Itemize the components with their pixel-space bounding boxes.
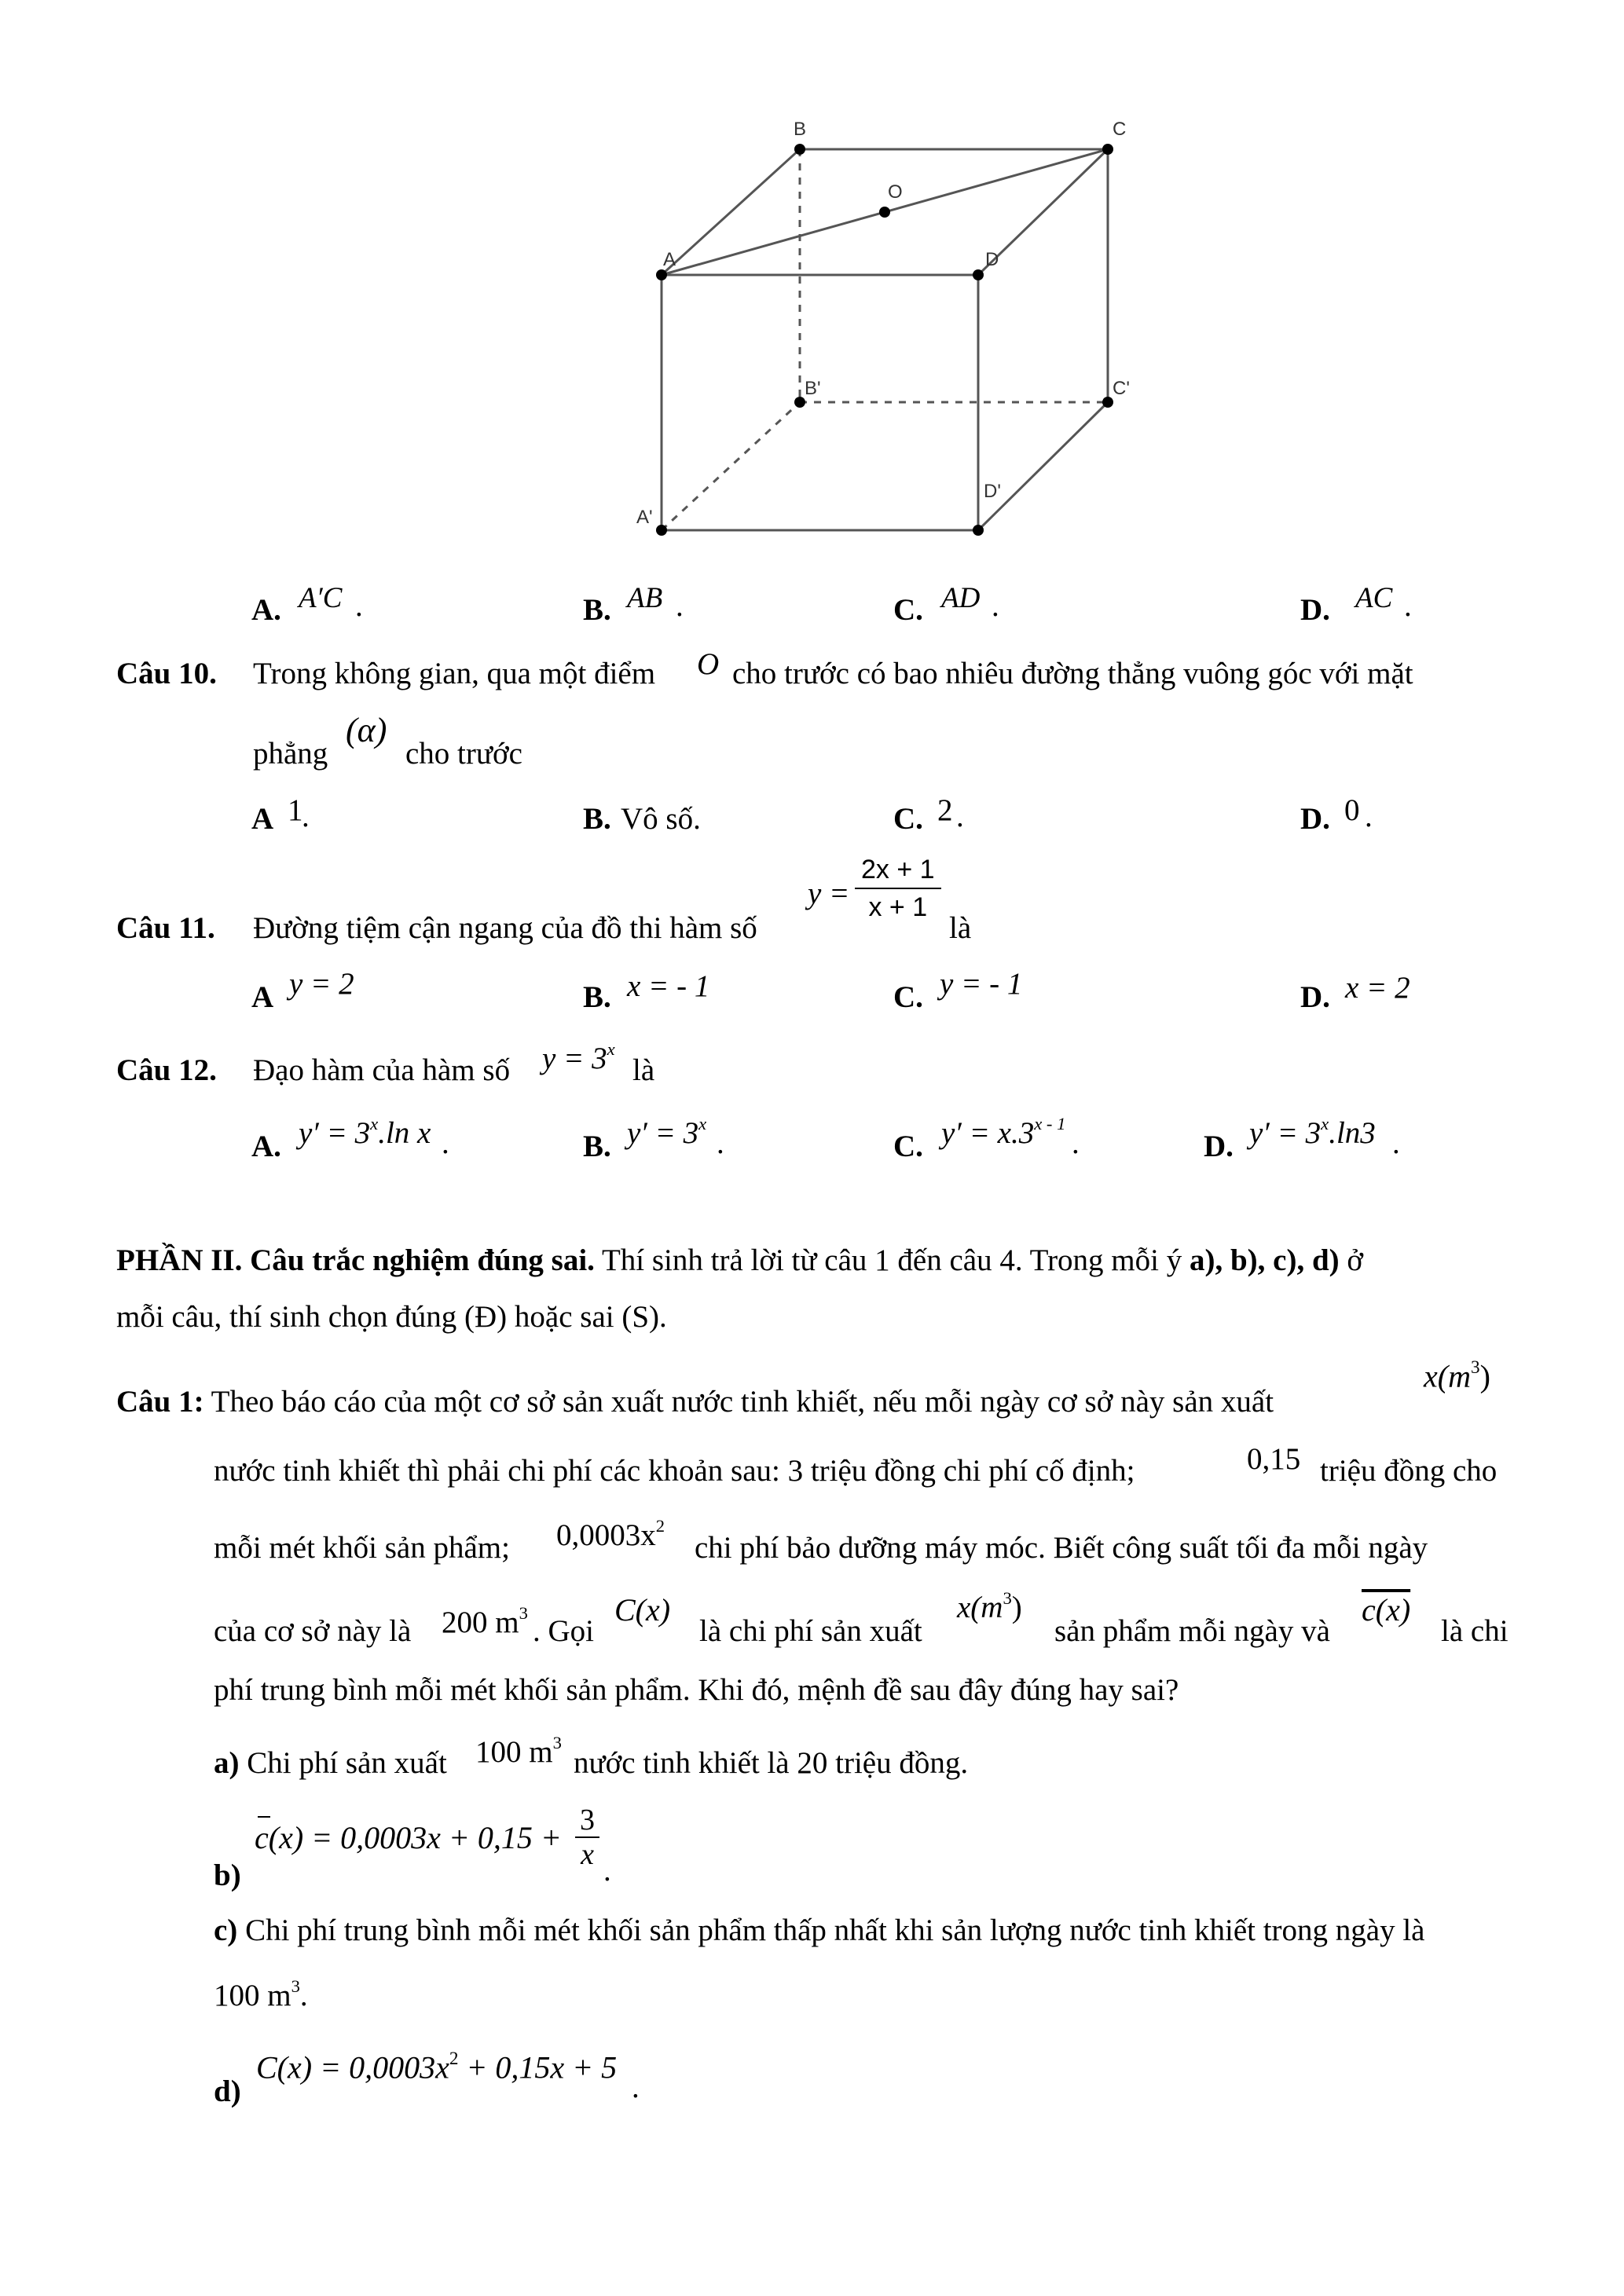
q11-d-key: D. <box>1300 980 1330 1014</box>
point-a <box>656 269 667 280</box>
point-c1 <box>1102 397 1113 408</box>
q12-text-1: Đạo hàm của hàm số <box>253 1053 511 1087</box>
q11-denominator: x + 1 <box>868 892 928 922</box>
label-c1: C' <box>1113 378 1130 399</box>
q10-text-4: cho trước <box>405 737 522 771</box>
q1-avg-cost: c(x) <box>1362 1592 1411 1628</box>
q12-function-exp: x <box>607 1039 615 1059</box>
q10-label: Câu 10. <box>116 657 217 690</box>
label-d: D <box>985 249 999 270</box>
q12-b-dot: . <box>717 1126 724 1160</box>
q1-option-b-key: b) <box>214 1858 241 1892</box>
q10-c-key: C. <box>893 802 923 836</box>
q1-value-015: 0,15 <box>1247 1442 1301 1476</box>
q12-a-value: $y' = 3^x.\ln$ x <box>299 1114 431 1150</box>
q9-a-value: A′C <box>299 582 343 614</box>
label-a: A <box>663 249 676 270</box>
q11-text-2: là <box>949 911 972 945</box>
part-2-line-2: mỗi câu, thí sinh chọn đúng (Đ) hoặc sai (S). <box>116 1300 667 1334</box>
q9-c-dot: . <box>992 589 999 623</box>
point-o <box>879 207 890 218</box>
q1-line-3b: chi phí bảo dưỡng máy móc. Biết công suất tối đa mỗi ngày <box>695 1531 1428 1565</box>
q1-line-2b: triệu đồng cho <box>1320 1454 1498 1488</box>
q10-a-dot: . <box>302 800 310 833</box>
q1-option-d-key: d) <box>214 2074 241 2108</box>
q9-b-key: B. <box>583 593 611 627</box>
q1-line-4d: sản phẩm mỗi ngày và <box>1054 1614 1330 1648</box>
q1-x-m3: $x(m^3)$ <box>1424 1357 1490 1394</box>
point-b1 <box>794 397 805 408</box>
q12-b-key: B. <box>583 1130 611 1163</box>
q1-line-3a: mỗi mét khối sản phẩm; <box>214 1531 510 1565</box>
q10-b-key: B. <box>583 802 611 836</box>
q11-b-key: B. <box>583 980 611 1014</box>
q1-line-4e: là chi <box>1441 1614 1509 1648</box>
q1-option-b-cbar <box>256 1814 272 1819</box>
q1-line-4a: của cơ sở này là <box>214 1614 412 1648</box>
q11-fraction <box>855 855 941 921</box>
q10-d-key: D. <box>1300 802 1330 836</box>
q11-text-1: Đường tiệm cận ngang của đồ thi hàm số <box>253 911 757 945</box>
q9-b-value: AB <box>627 582 663 614</box>
q9-d-value: AC <box>1355 582 1393 614</box>
q9-c-key: C. <box>893 593 923 627</box>
part-2-line-1: PHẦN II. Câu trắc nghiệm đúng sai. Thí sinh trả lời từ câu 1 đến câu 4. Trong mỗi ý a), b), c), d) ở <box>116 1243 1363 1277</box>
label-c: C <box>1113 119 1127 140</box>
q10-text-3: phẳng <box>253 737 328 771</box>
q12-d-key: D. <box>1204 1130 1234 1163</box>
point-c <box>1102 144 1113 155</box>
q10-a-value: 1 <box>288 793 303 827</box>
q11-c-value: y = - 1 <box>940 967 1023 1001</box>
q12-c-key: C. <box>893 1130 923 1163</box>
point-b <box>794 144 805 155</box>
q1-line-1: Câu 1: Theo báo cáo của một cơ sở sản xuất nước tinh khiết, nếu mỗi ngày cơ sở này sản xuất <box>116 1385 1274 1419</box>
q10-d-value: 0 <box>1344 793 1360 827</box>
q10-text-2: cho trước có bao nhiêu đường thẳng vuông góc với mặt <box>732 657 1413 690</box>
q9-c-value: AD <box>941 582 981 614</box>
q10-point: O <box>697 647 720 681</box>
q9-a-dot: . <box>355 589 363 623</box>
q1-x-m3-b: $x(m^3)$ <box>957 1588 1022 1624</box>
q9-a-key: A. <box>251 593 281 627</box>
label-a1: A' <box>636 507 653 528</box>
cube-figure <box>613 118 1163 558</box>
q1-option-b-dot: . <box>603 1854 611 1888</box>
q10-c-value: 2 <box>937 793 953 827</box>
q12-d-dot: . <box>1392 1126 1400 1160</box>
q12-b-value: $y' = 3^x$ <box>627 1114 707 1150</box>
point-d1 <box>973 525 984 536</box>
q1-value-200: 200 $m^3$ <box>442 1603 528 1639</box>
q1-option-c: c) Chi phí trung bình mỗi mét khối sản phẩm thấp nhất khi sản lượng nước tinh khiết trong ngày là <box>214 1913 1425 1947</box>
q11-d-value: x = 2 <box>1345 971 1410 1005</box>
q10-a-key: A <box>251 802 274 836</box>
q1-option-d-dot: . <box>632 2071 640 2104</box>
q11-c-key: C. <box>893 980 923 1014</box>
label-o: O <box>888 181 903 203</box>
part-2-title: PHẦN II. Câu trắc nghiệm đúng sai. <box>116 1243 595 1277</box>
q1-option-d-formula: $C(x) = 0,0003x^2 + 0,15x + 5$ <box>256 2049 618 2085</box>
q1-option-b-fraction: $\frac{3}{x}$ <box>575 1805 599 1869</box>
q9-d-dot: . <box>1404 589 1412 623</box>
q12-label: Câu 12. <box>116 1053 217 1087</box>
q1-option-c-value: 100 $m^3$. <box>214 1976 308 2012</box>
q10-b-value: Vô số. <box>621 802 701 836</box>
q1-option-a-text: nước tinh khiết là 20 triệu đồng. <box>574 1746 969 1780</box>
q12-text-2: là <box>632 1053 655 1087</box>
q1-line-5: phí trung bình mỗi mét khối sản phẩm. Khi đó, mệnh đề sau đây đúng hay sai? <box>214 1673 1179 1707</box>
q12-a-key: A. <box>251 1130 281 1163</box>
q1-cost-function: C(x) <box>614 1592 671 1628</box>
q11-y-eq: y = <box>808 877 850 910</box>
q1-option-a: a) Chi phí sản xuất <box>214 1746 447 1780</box>
point-a1 <box>656 525 667 536</box>
q9-d-key: D. <box>1300 593 1330 627</box>
q12-c-dot: . <box>1072 1126 1080 1160</box>
q10-c-dot: . <box>956 800 964 833</box>
q12-function-base: y = 3 <box>542 1041 607 1075</box>
q11-b-value: x = - 1 <box>627 969 710 1003</box>
q1-option-b-formula: c(x) = 0,0003x + 0,15 + <box>255 1820 562 1855</box>
q10-plane: (α) <box>346 711 387 749</box>
q12-d-value: $y' = 3^x.\ln 3$ <box>1249 1114 1376 1150</box>
q12-c-value: $y' = x.3^{x - 1}$ <box>941 1114 1066 1150</box>
q11-numerator: 2x + 1 <box>855 855 941 889</box>
q10-d-dot: . <box>1365 800 1373 833</box>
label-b1: B' <box>805 378 821 399</box>
q11-label: Câu 11. <box>116 911 215 945</box>
q12-function <box>542 1041 615 1074</box>
q10-text-1: Trong không gian, qua một điểm <box>253 657 656 690</box>
q1-label: Câu 1: <box>116 1385 204 1419</box>
q1-line-2a: nước tinh khiết thì phải chi phí các khoản sau: 3 triệu đồng chi phí cố định; <box>214 1454 1135 1488</box>
point-d <box>973 269 984 280</box>
q12-a-dot: . <box>442 1126 449 1160</box>
q1-value-00003: $0,0003x^2$ <box>556 1516 665 1552</box>
q1-line-4c: là chi phí sản xuất <box>699 1614 922 1648</box>
q11-a-key: A <box>251 980 274 1014</box>
q1-option-a-value: 100 $m^3$ <box>475 1733 562 1769</box>
q9-b-dot: . <box>676 589 684 623</box>
label-b: B <box>794 119 807 140</box>
q1-line-4b: . Gọi <box>533 1614 594 1648</box>
label-d1: D' <box>984 481 1001 502</box>
q11-a-value: y = 2 <box>289 967 354 1001</box>
